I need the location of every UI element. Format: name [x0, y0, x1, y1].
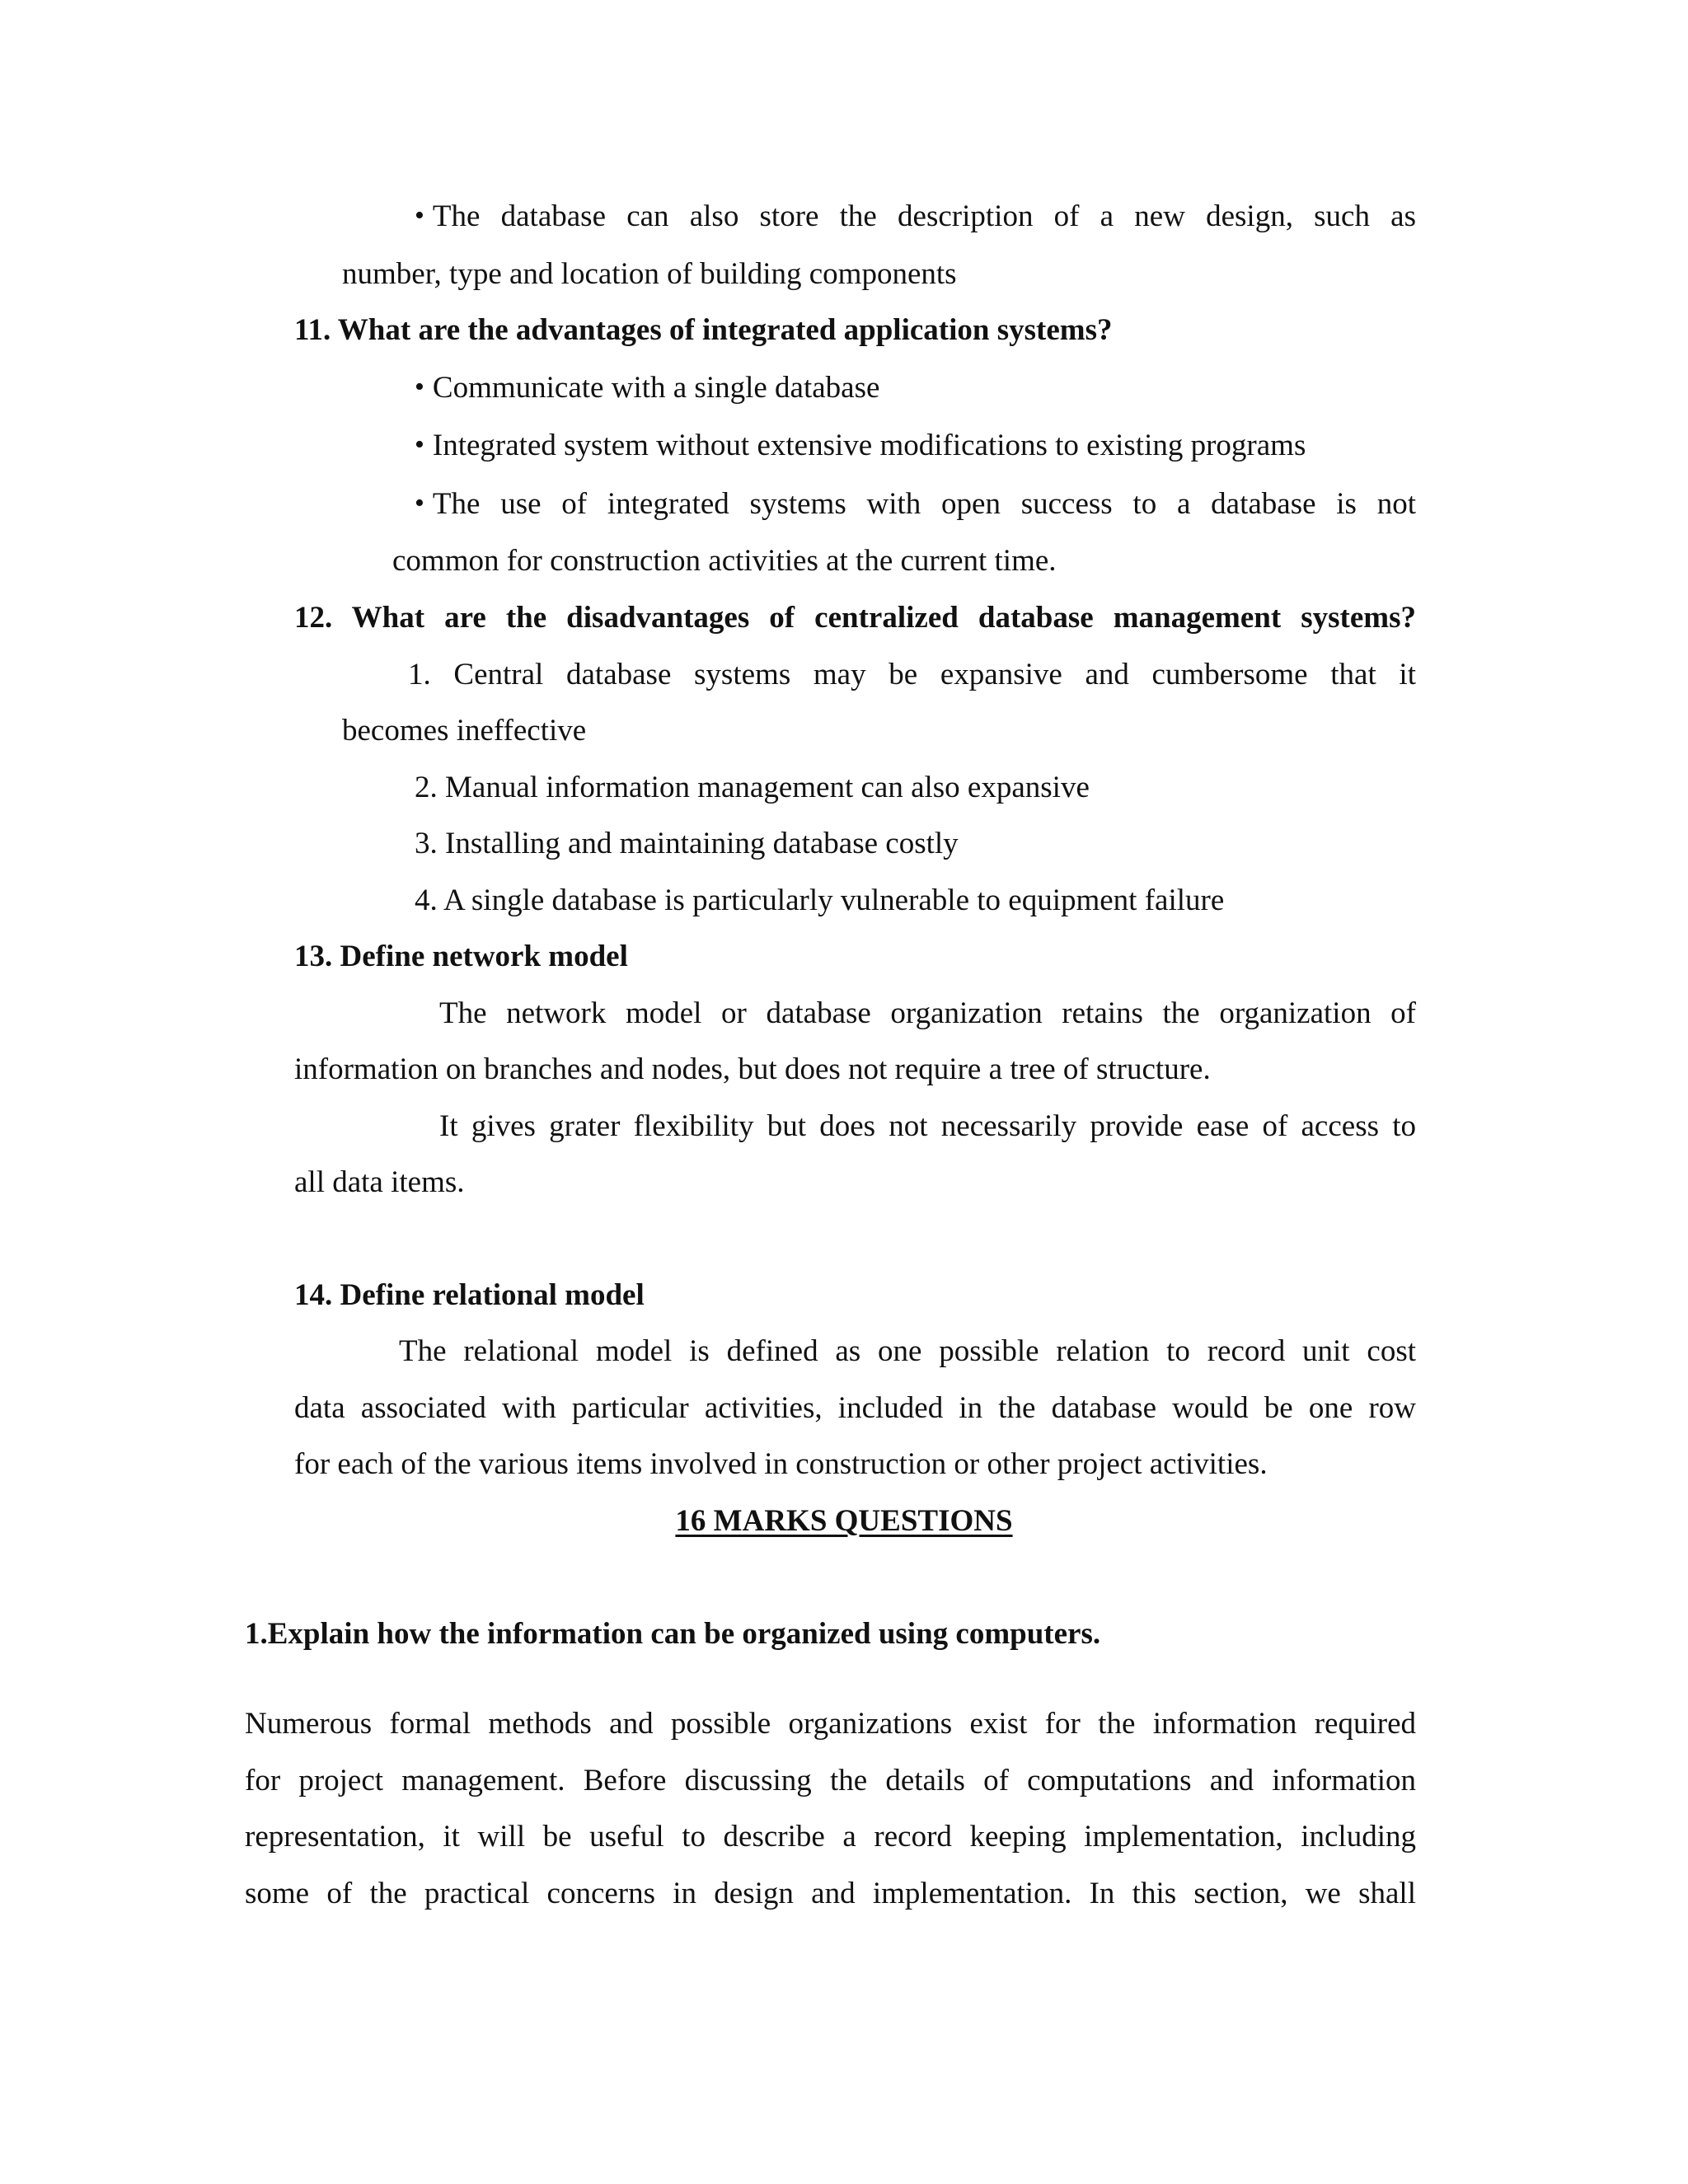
paragraph-line: The network model or database organization retains the organization of: [439, 998, 1416, 1030]
paragraph-line: for each of the various items involved in construction or other project activities.: [294, 1447, 1268, 1481]
question-13-heading: 13. Define network model: [294, 940, 628, 973]
bullet-item-integrated-system: • Integrated system without extensive modifications to existing programs: [415, 430, 1306, 461]
long-question-1-heading: 1.Explain how the information can be organized using computers.: [245, 1617, 1101, 1651]
paragraph-line: for project management. Before discussing the details of computations and information: [245, 1765, 1416, 1797]
numbered-item-1: 1. Central database systems may be expansive and cumbersome that it: [408, 659, 1416, 691]
paragraph-line: some of the practical concerns in design and implementation. In this section, we shall: [245, 1878, 1416, 1910]
text-line: number, type and location of building components: [342, 257, 957, 291]
numbered-item-4: 4. A single database is particularly vulnerable to equipment failure: [415, 883, 1225, 917]
question-14-heading: 14. Define relational model: [294, 1278, 645, 1312]
bullet-item-design-description: • The database can also store the description of a new design, such as: [415, 201, 1416, 237]
paragraph-line: It gives grater flexibility but does not necessarily provide ease of access to: [439, 1111, 1416, 1143]
paragraph-line: representation, it will be useful to describe a record keeping implementation, including: [245, 1821, 1416, 1854]
paragraph-line: information on branches and nodes, but does not require a tree of structure.: [294, 1052, 1211, 1086]
text-line: becomes ineffective: [342, 714, 587, 748]
question-12-heading: 12. What are the disadvantages of centralized database management systems?: [294, 602, 1416, 635]
numbered-item-3: 3. Installing and maintaining database costly: [415, 827, 959, 860]
paragraph-line: all data items.: [294, 1165, 465, 1199]
section-heading: 16 MARKS QUESTIONS: [675, 1504, 1013, 1538]
paragraph-line: The relational model is defined as one possible relation to record unit cost: [399, 1336, 1416, 1368]
bullet-item-single-database: • Communicate with a single database: [415, 373, 879, 403]
text-line: common for construction activities at the current time.: [392, 544, 1057, 578]
paragraph-line: Numerous formal methods and possible organizations exist for the information required: [245, 1708, 1416, 1741]
question-11-heading: 11. What are the advantages of integrated application systems?: [294, 313, 1113, 347]
numbered-item-2: 2. Manual information management can also expansive: [415, 771, 1090, 804]
paragraph-line: data associated with particular activities, included in the database would be one row: [294, 1393, 1416, 1425]
bullet-item-open-access: • The use of integrated systems with open success to a database is not: [415, 489, 1416, 525]
